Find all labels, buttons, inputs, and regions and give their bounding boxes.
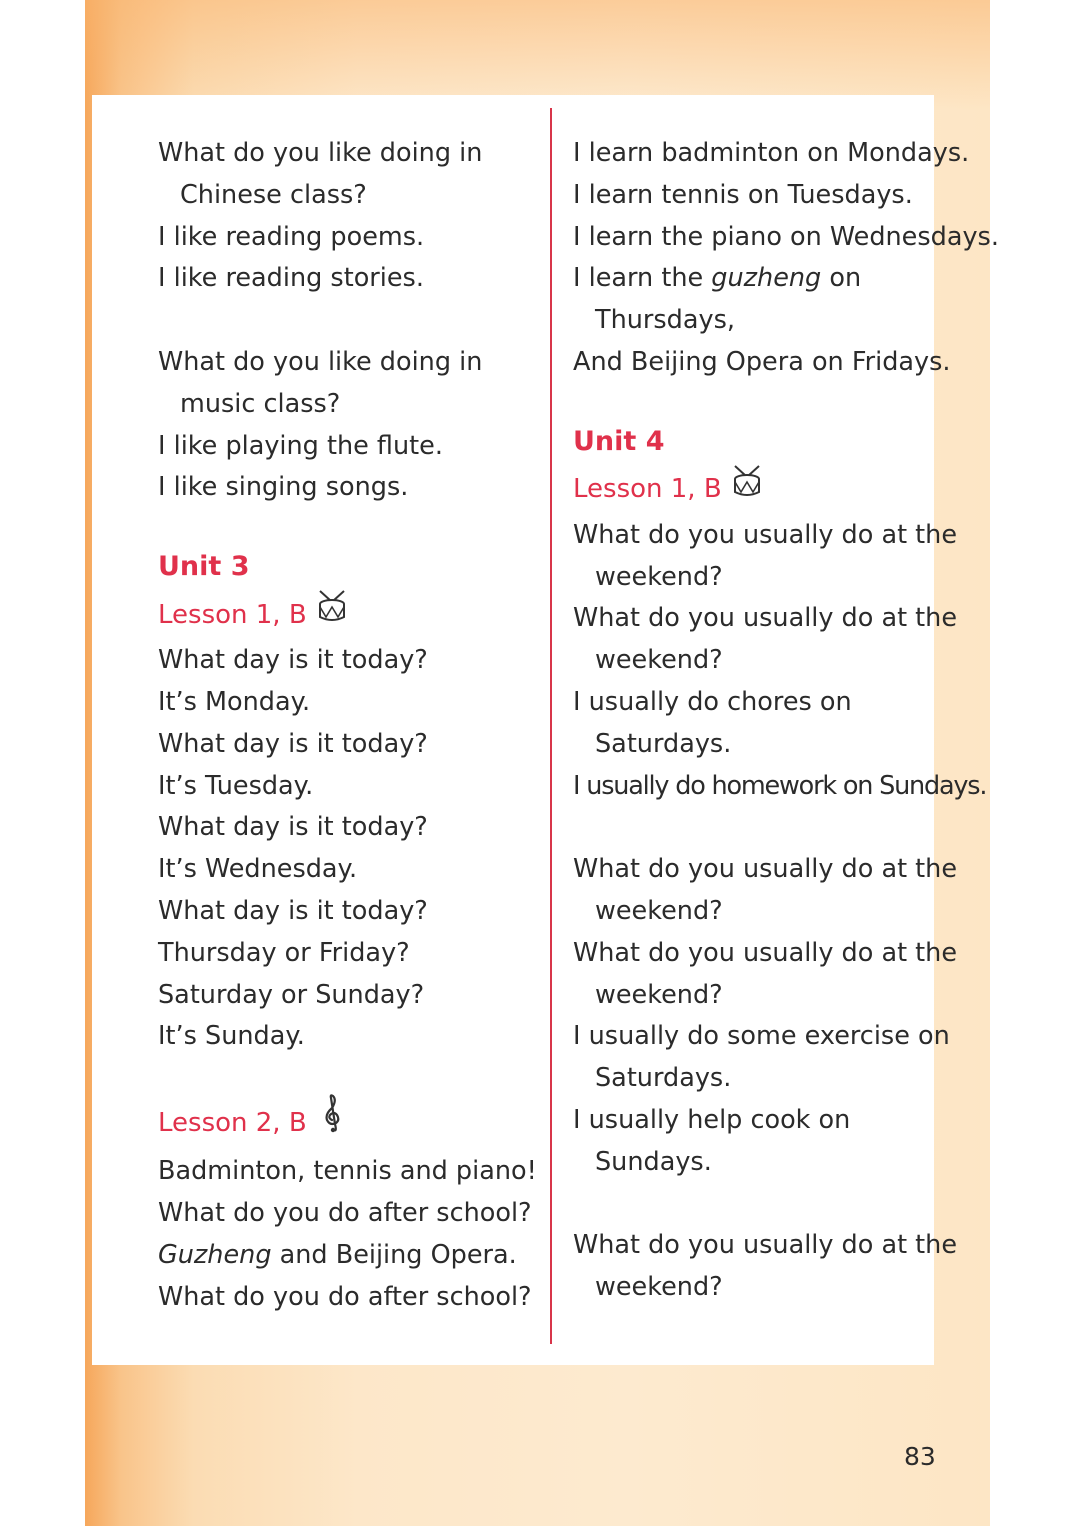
text-line: I usually do homework on Sundays. [573, 770, 987, 801]
text-line: music class? [180, 388, 341, 419]
text-line: What do you like doing in [158, 138, 483, 168]
unit-4-lesson-1-heading [573, 464, 928, 515]
text-line: Saturdays. [595, 1063, 732, 1094]
unit-4-heading: Unit 4 [573, 425, 665, 457]
text-line: I usually help cook on [573, 1104, 851, 1135]
text-line: I learn tennis on Tuesdays. [573, 179, 913, 210]
text-line: weekend? [595, 561, 723, 592]
text-line: What do you do after school? [158, 1197, 532, 1228]
page-number: 83 [904, 1442, 936, 1471]
text-line: What do you usually do at the [573, 1230, 958, 1261]
text-line: What day is it today? [158, 812, 428, 843]
unit-3-lesson-2-heading [158, 1094, 538, 1151]
text-line: I usually do some exercise on [573, 1021, 950, 1052]
text-line: Sundays. [595, 1146, 712, 1177]
text-fragment: I learn the [573, 263, 712, 294]
text-line: Chinese class? [180, 179, 367, 210]
unit-4-stanza-a [573, 515, 987, 808]
text-line: It’s Sunday. [158, 1021, 305, 1052]
left-column [158, 133, 538, 1318]
drum-icon [317, 589, 347, 640]
text-line [158, 1235, 538, 1277]
text-line: It’s Wednesday. [158, 854, 358, 885]
text-line: What do you like doing in [158, 346, 483, 377]
text-line: I like playing the flute. [158, 430, 443, 461]
text-line: Saturdays. [595, 728, 732, 759]
drum-icon [732, 464, 762, 515]
unit-3-heading: Unit 3 [158, 551, 250, 583]
unit-4-stanza-b [573, 849, 958, 1183]
text-line: weekend? [595, 645, 723, 676]
unit-3-lesson-1-heading [158, 589, 538, 640]
text-line: I learn the piano on Wednesdays. [573, 221, 999, 252]
text-line: weekend? [595, 979, 723, 1010]
text-line: weekend? [595, 1272, 723, 1303]
text-fragment: on [821, 263, 862, 294]
unit-4-stanza-c [573, 1225, 958, 1309]
text-line: It’s Monday. [158, 686, 311, 717]
text-line: weekend? [595, 895, 723, 926]
text-line: What do you usually do at the [573, 854, 958, 885]
text-line: Saturday or Sunday? [158, 979, 425, 1010]
text-line: It’s Tuesday. [158, 770, 314, 801]
treble-clef-icon [323, 1094, 343, 1151]
italic-word: Guzheng [158, 1239, 272, 1270]
italic-word: guzheng [711, 263, 822, 294]
right-column [573, 133, 999, 1309]
lesson-title: Lesson 2, B [158, 1107, 307, 1138]
text-line: What day is it today? [158, 728, 428, 759]
text-line: Thursdays, [595, 305, 735, 336]
lesson-title: Lesson 1, B [573, 474, 722, 505]
text-line: What do you do after school? [158, 1281, 532, 1312]
text-line: Thursday or Friday? [158, 937, 410, 968]
lesson-1-lines [158, 640, 538, 1058]
text-line: What do you usually do at the [573, 937, 958, 968]
text-line: I usually do chores on [573, 686, 852, 717]
text-fragment: and Beijing Opera. [271, 1239, 517, 1270]
lesson-title: Lesson 1, B [158, 599, 307, 630]
text-line: I learn badminton on Mondays. [573, 138, 970, 168]
text-line: What day is it today? [158, 895, 428, 926]
text-line: I like singing songs. [158, 472, 409, 503]
text-line: I like reading poems. [158, 221, 425, 252]
text-line: What day is it today? [158, 645, 428, 676]
text-line: And Beijing Opera on Fridays. [573, 346, 951, 377]
text-line: What do you usually do at the [573, 519, 958, 550]
text-line: Badminton, tennis and piano! [158, 1156, 537, 1187]
text-line [573, 258, 928, 300]
column-divider [550, 108, 552, 1344]
text-line: I like reading stories. [158, 263, 424, 294]
text-line: What do you usually do at the [573, 603, 958, 634]
